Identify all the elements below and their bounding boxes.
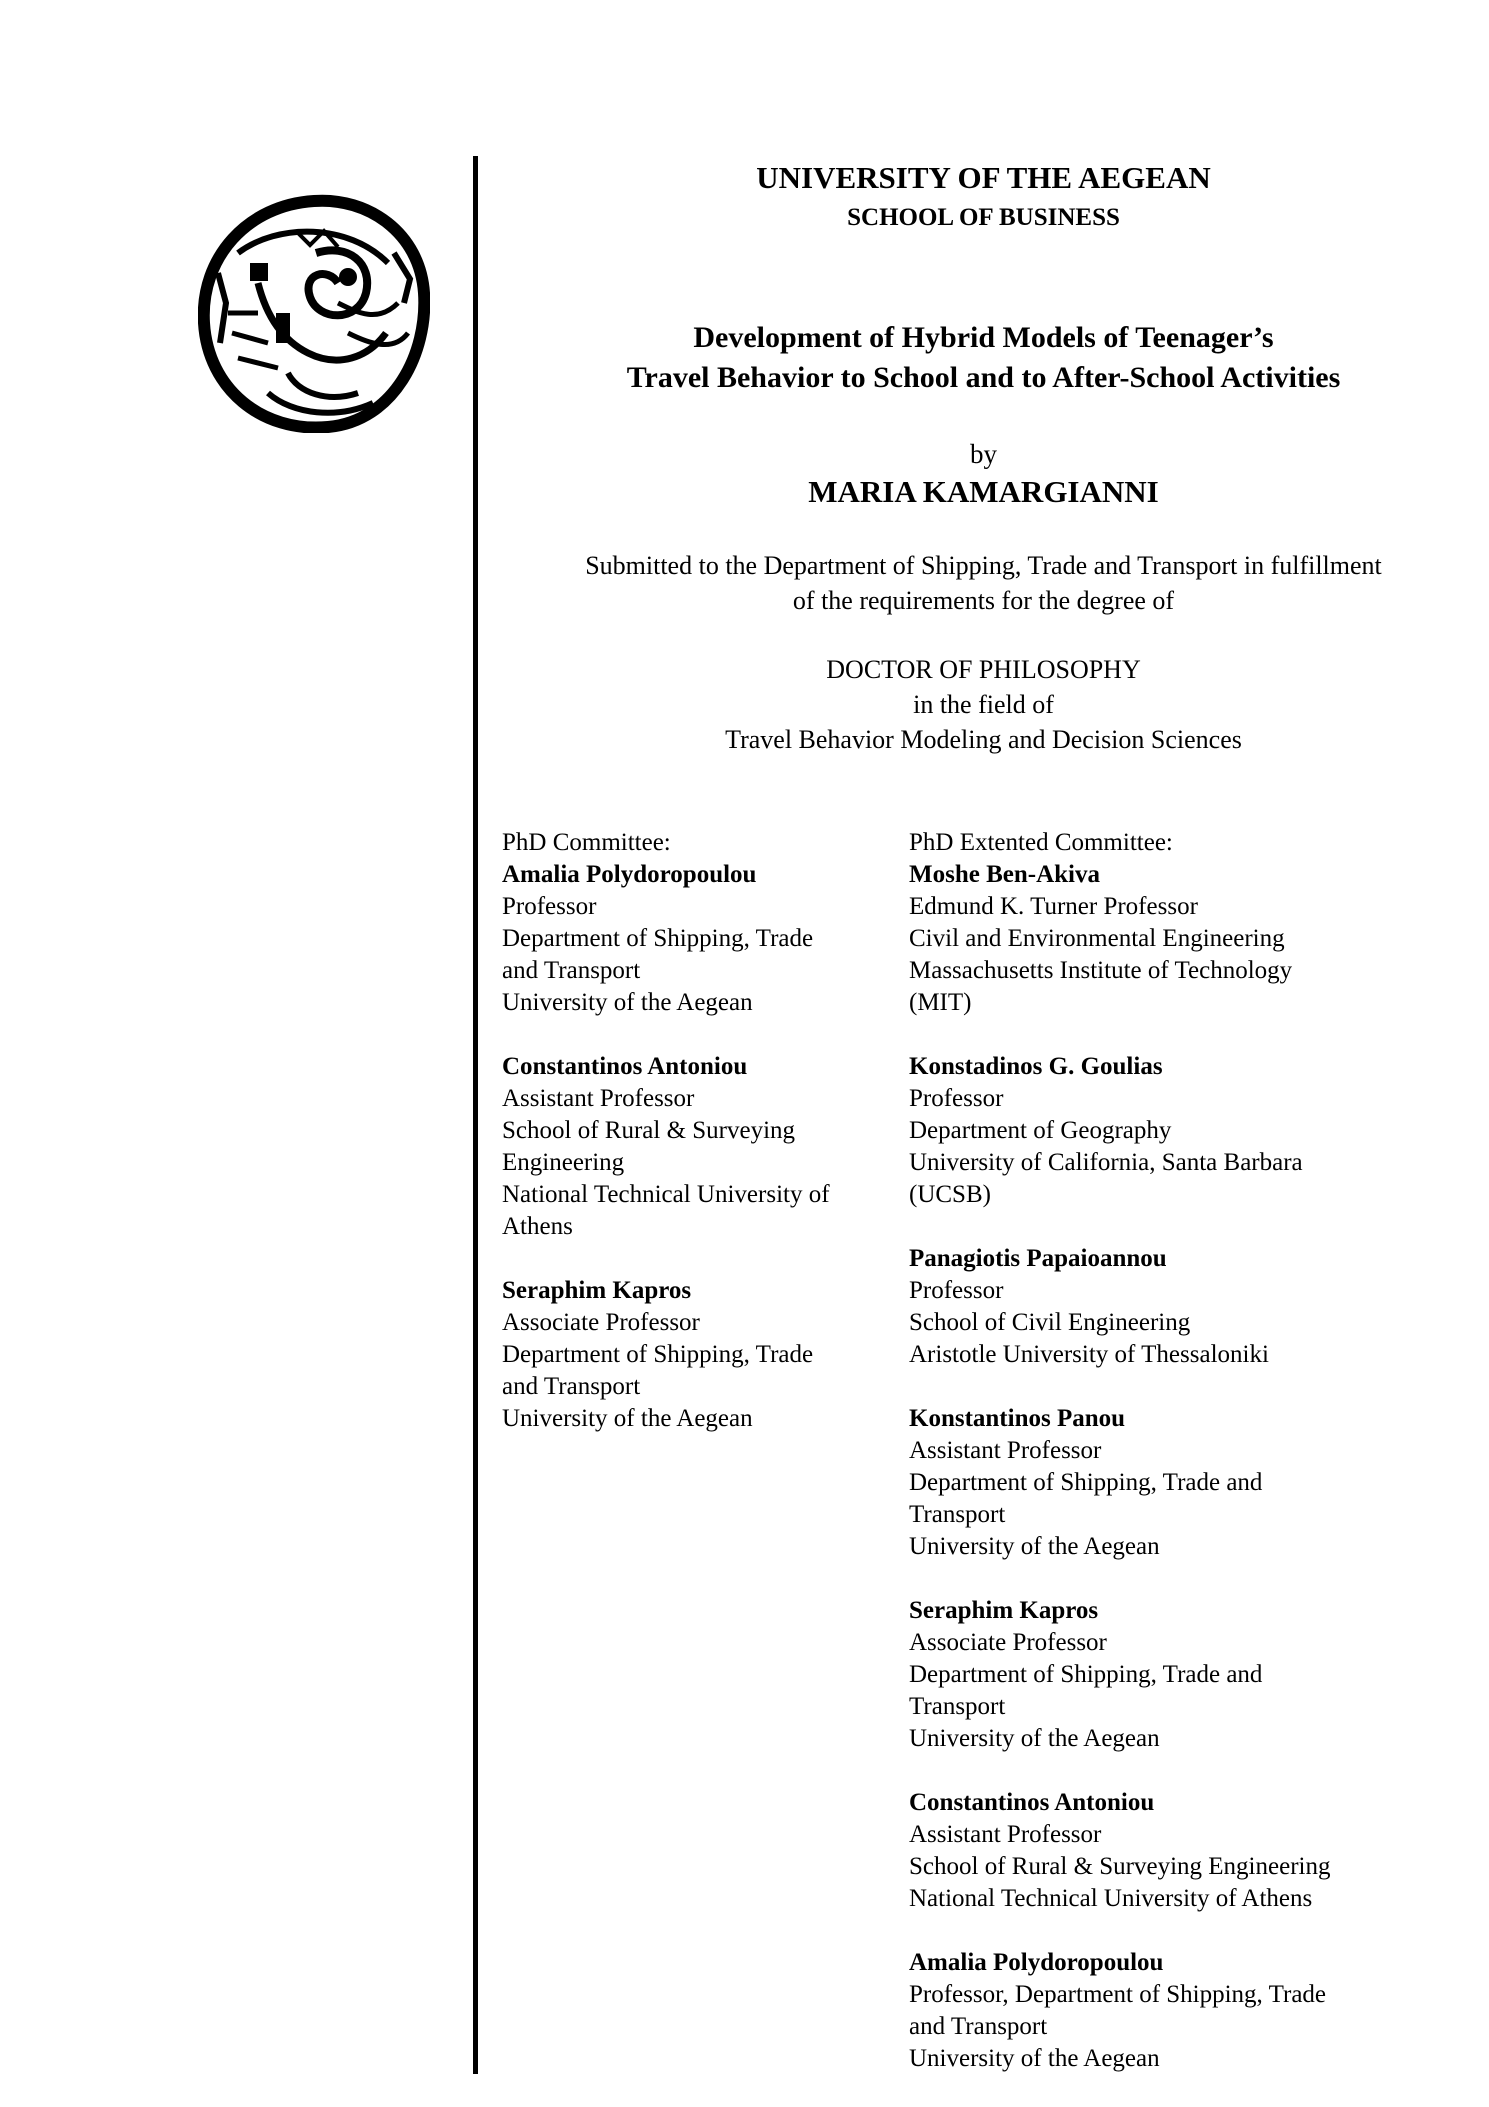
member-affiliation-line: Professor, Department of Shipping, Trade	[909, 1981, 1327, 2008]
member-affiliation-line: School of Rural & Surveying	[502, 1117, 796, 1144]
by-label: by	[970, 439, 997, 469]
thesis-title	[478, 318, 1489, 398]
member-affiliation-line: (UCSB)	[909, 1181, 991, 1208]
member-affiliation-line: Transport	[909, 1501, 1006, 1528]
member-name: Constantinos Antoniou	[502, 1053, 748, 1080]
member-affiliation-line: Associate Professor	[502, 1309, 700, 1336]
committee-member	[909, 1243, 1469, 1371]
committee-member	[909, 1947, 1469, 2075]
member-name: Amalia Polydoropoulou	[909, 1949, 1164, 1976]
phd-extended-committee	[909, 827, 1469, 2107]
extended-committee-heading: PhD Extented Committee:	[909, 829, 1173, 856]
committee-member	[909, 1595, 1469, 1755]
university-name: UNIVERSITY OF THE AEGEAN	[756, 160, 1211, 195]
member-affiliation-line: School of Rural & Surveying Engineering	[909, 1853, 1331, 1880]
member-affiliation-line: (MIT)	[909, 989, 972, 1016]
degree-block	[478, 652, 1489, 757]
committee-member	[502, 859, 882, 1019]
member-affiliation-line: Aristotle University of Thessaloniki	[909, 1341, 1269, 1368]
member-affiliation-line: Department of Shipping, Trade	[502, 1341, 814, 1368]
phd-committee	[502, 827, 882, 1467]
committee-member	[909, 1787, 1469, 1915]
member-affiliation-line: University of the Aegean	[502, 989, 753, 1016]
member-affiliation-line: Assistant Professor	[909, 1821, 1102, 1848]
member-affiliation-line: Professor	[909, 1085, 1004, 1112]
member-name: Panagiotis Papaioannou	[909, 1245, 1167, 1272]
member-affiliation-line: and Transport	[909, 2013, 1048, 2040]
member-affiliation-line: Edmund K. Turner Professor	[909, 893, 1198, 920]
member-affiliation-line: and Transport	[502, 1373, 641, 1400]
school-name: SCHOOL OF BUSINESS	[847, 204, 1120, 231]
member-affiliation-line: Department of Shipping, Trade	[502, 925, 814, 952]
member-name: Amalia Polydoropoulou	[502, 861, 757, 888]
member-affiliation-line: Engineering	[502, 1149, 625, 1176]
field-intro: in the field of	[913, 690, 1054, 719]
committee-list	[502, 859, 882, 1435]
member-affiliation-line: National Technical University of Athens	[909, 1885, 1313, 1912]
field-name: Travel Behavior Modeling and Decision Sciences	[725, 725, 1242, 754]
member-affiliation-line: Professor	[502, 893, 597, 920]
member-affiliation-line: Assistant Professor	[502, 1085, 695, 1112]
committee-member	[502, 1275, 882, 1435]
member-affiliation-line: University of the Aegean	[909, 2045, 1160, 2072]
member-affiliation-line: Department of Geography	[909, 1117, 1172, 1144]
member-affiliation-line: University of the Aegean	[909, 1725, 1160, 1752]
member-affiliation-line: School of Civil Engineering	[909, 1309, 1191, 1336]
submission-line-2: of the requirements for the degree of	[792, 586, 1175, 615]
member-name: Seraphim Kapros	[502, 1277, 692, 1304]
member-name: Konstadinos G. Goulias	[909, 1053, 1163, 1080]
university-seal-logo	[198, 193, 430, 433]
committee-heading: PhD Committee:	[502, 829, 671, 856]
member-affiliation-line: Massachusetts Institute of Technology	[909, 957, 1293, 984]
member-affiliation-line: Associate Professor	[909, 1629, 1107, 1656]
member-affiliation-line: Athens	[502, 1213, 573, 1240]
committee-member	[909, 1051, 1469, 1211]
extended-committee-list	[909, 859, 1469, 2075]
member-affiliation-line: Assistant Professor	[909, 1437, 1102, 1464]
author-name: MARIA KAMARGIANNI	[808, 474, 1159, 509]
degree-name: DOCTOR OF PHILOSOPHY	[826, 655, 1141, 684]
thesis-title-line-1: Development of Hybrid Models of Teenager’s	[693, 321, 1274, 354]
member-affiliation-line: University of California, Santa Barbara	[909, 1149, 1303, 1176]
member-name: Moshe Ben-Akiva	[909, 861, 1100, 888]
member-name: Constantinos Antoniou	[909, 1789, 1155, 1816]
member-affiliation-line: Transport	[909, 1693, 1006, 1720]
member-affiliation-line: and Transport	[502, 957, 641, 984]
member-affiliation-line: National Technical University of	[502, 1181, 830, 1208]
committee-member	[502, 1051, 882, 1243]
member-affiliation-line: University of the Aegean	[502, 1405, 753, 1432]
committee-member	[909, 859, 1469, 1019]
submission-statement	[478, 548, 1489, 618]
member-affiliation-line: Department of Shipping, Trade and	[909, 1469, 1263, 1496]
member-affiliation-line: University of the Aegean	[909, 1533, 1160, 1560]
submission-line-1: Submitted to the Department of Shipping, Trade and Transport in fulfillment	[585, 551, 1382, 580]
member-name: Konstantinos Panou	[909, 1405, 1126, 1432]
member-name: Seraphim Kapros	[909, 1597, 1099, 1624]
thesis-title-line-2: Travel Behavior to School and to After-School Activities	[626, 361, 1341, 394]
member-affiliation-line: Department of Shipping, Trade and	[909, 1661, 1263, 1688]
member-affiliation-line: Civil and Environmental Engineering	[909, 925, 1285, 952]
committee-member	[909, 1403, 1469, 1563]
member-affiliation-line: Professor	[909, 1277, 1004, 1304]
